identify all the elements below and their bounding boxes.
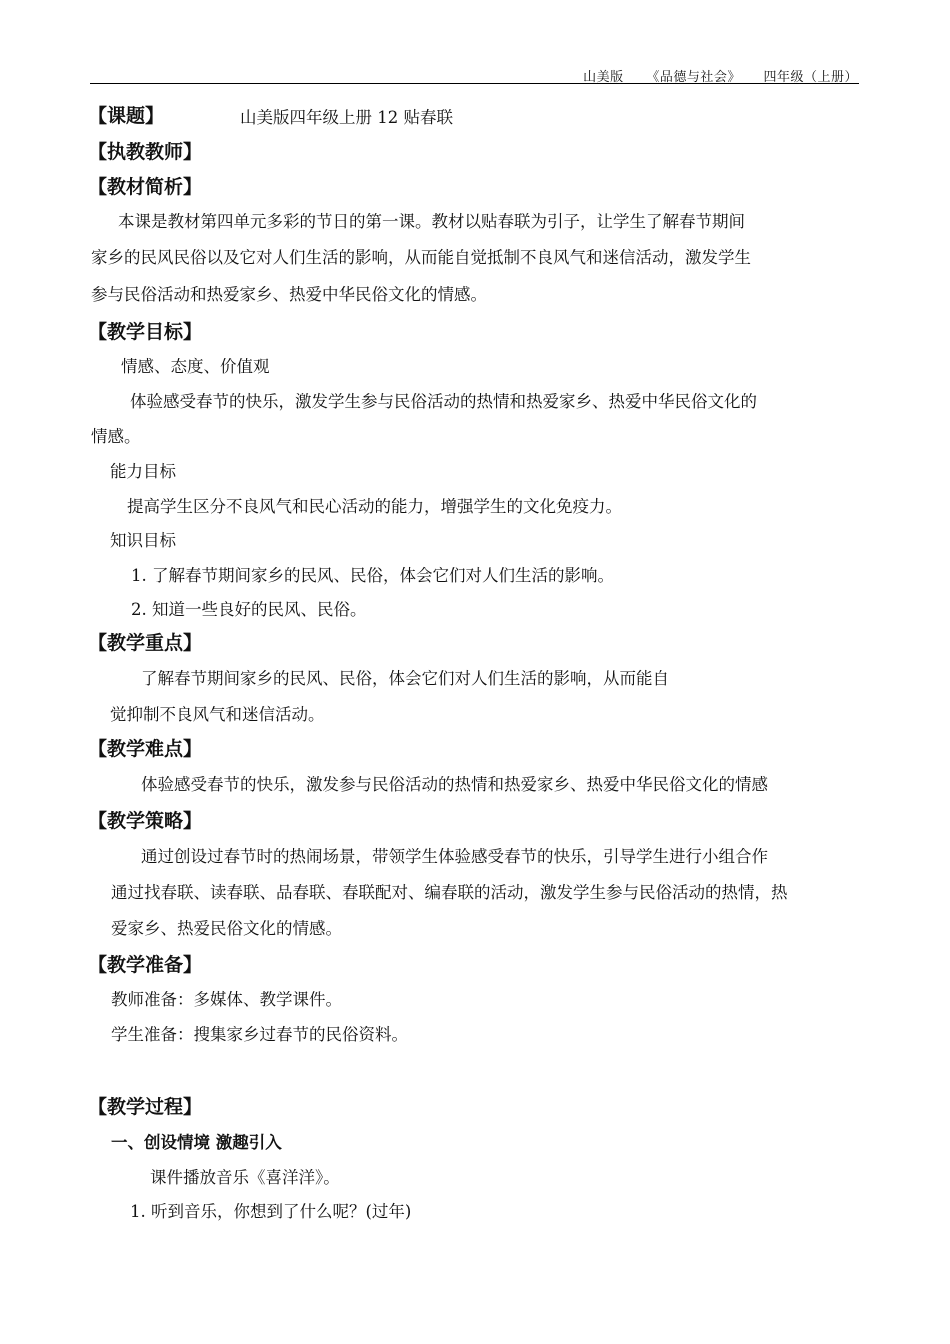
goal-ability-text: 提高学生区分不良风气和民心活动的能力，增强学生的文化免疫力。 xyxy=(127,497,622,516)
strategy-line: 爱家乡、热爱民俗文化的情感。 xyxy=(111,919,342,938)
prep-student: 学生准备：搜集家乡过春节的民俗资料。 xyxy=(111,1025,408,1044)
key-heading: 【教学重点】 xyxy=(88,632,203,654)
analysis-line: 参与民俗活动和热爱家乡、热爱中华民俗文化的情感。 xyxy=(91,285,487,304)
goal-emotion-title: 情感、态度、价值观 xyxy=(121,357,270,376)
step1-line: 课件播放音乐《喜洋洋》。 xyxy=(150,1168,340,1187)
step1-title: 一、创设情境 激趣引入 xyxy=(111,1133,282,1152)
key-line: 了解春节期间家乡的民风、民俗，体会它们对人们生活的影响，从而能自 xyxy=(141,669,669,688)
goal-knowledge-item: 2. 知道一些良好的民风、民俗。 xyxy=(131,600,367,619)
header-divider xyxy=(90,83,859,84)
goal-emotion-line: 情感。 xyxy=(91,427,141,446)
step1-line: 1. 听到音乐，你想到了什么呢？(过年) xyxy=(130,1202,412,1221)
key-line: 觉抑制不良风气和迷信活动。 xyxy=(110,705,325,724)
analysis-line: 本课是教材第四单元多彩的节日的第一课。教材以贴春联为引子，让学生了解春节期间 xyxy=(118,212,745,231)
topic-heading: 【课题】 xyxy=(88,105,165,127)
analysis-line: 家乡的民风民俗以及它对人们生活的影响，从而能自觉抵制不良风气和迷信活动，激发学生 xyxy=(91,248,751,267)
prep-heading: 【教学准备】 xyxy=(88,954,203,976)
difficulty-heading: 【教学难点】 xyxy=(88,738,203,760)
topic-value: 山美版四年级上册 12 贴春联 xyxy=(240,108,453,127)
goals-heading: 【教学目标】 xyxy=(88,321,203,343)
strategy-line: 通过找春联、读春联、品春联、春联配对、编春联的活动，激发学生参与民俗活动的热情，热 xyxy=(111,883,788,902)
teacher-heading: 【执教教师】 xyxy=(88,141,203,163)
difficulty-text: 体验感受春节的快乐，激发参与民俗活动的热情和热爱家乡、热爱中华民俗文化的情感 xyxy=(141,775,768,794)
goal-knowledge-title: 知识目标 xyxy=(110,531,176,550)
goal-knowledge-item: 1. 了解春节期间家乡的民风、民俗，体会它们对人们生活的影响。 xyxy=(131,566,614,585)
analysis-heading: 【教材简析】 xyxy=(88,176,203,198)
header-publisher: 山美版 xyxy=(583,70,624,85)
goal-ability-title: 能力目标 xyxy=(110,462,176,481)
goal-emotion-line: 体验感受春节的快乐，激发学生参与民俗活动的热情和热爱家乡、热爱中华民俗文化的 xyxy=(130,392,757,411)
strategy-line: 通过创设过春节时的热闹场景，带领学生体验感受春节的快乐，引导学生进行小组合作 xyxy=(141,847,768,866)
prep-teacher: 教师准备：多媒体、教学课件。 xyxy=(111,990,342,1009)
header-book: 《品德与社会》 xyxy=(646,70,741,85)
header-grade: 四年级（上册） xyxy=(763,70,858,85)
process-heading: 【教学过程】 xyxy=(88,1096,203,1118)
strategy-heading: 【教学策略】 xyxy=(88,810,203,832)
